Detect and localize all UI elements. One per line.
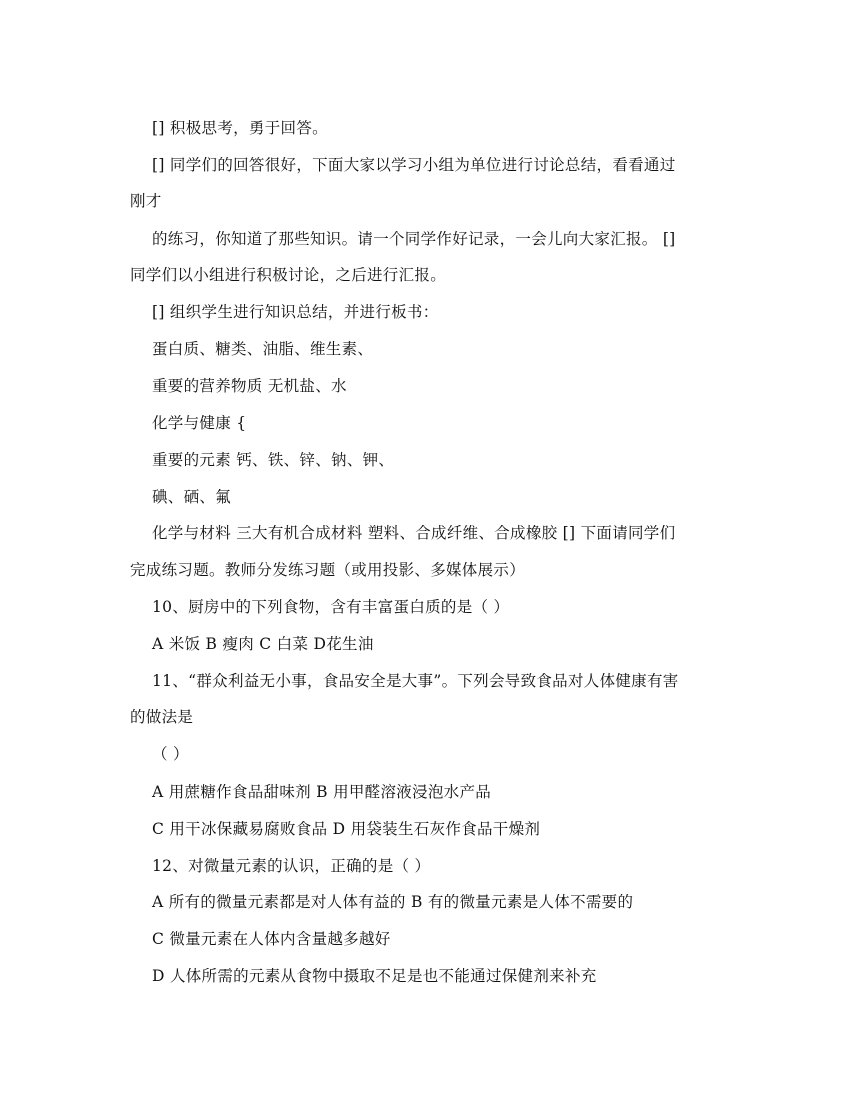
answer-blank: （ ） [152, 745, 189, 763]
question-11-options-ab: A 用蔗糖作食品甜味剂 B 用甲醛溶液浸泡水产品 [152, 783, 492, 801]
question-10: 10、厨房中的下列食物，含有丰富蛋白质的是（ ） [152, 598, 510, 616]
text-line: 蛋白质、糖类、油脂、维生素、 [152, 340, 374, 358]
question-12-option-d: D 人体所需的元素从食物中摄取不足是也不能通过保健剂来补充 [152, 967, 597, 985]
question-10-options: A 米饭 B 瘦肉 C 白菜 D花生油 [152, 635, 374, 653]
question-12: 12、对微量元素的认识，正确的是（ ） [152, 857, 431, 875]
text-line: 同学们以小组进行积极讨论，之后进行汇报。 [130, 266, 447, 284]
question-11-continued: 的做法是 [130, 708, 194, 726]
text-line: [] 组织学生进行知识总结，并进行板书： [152, 303, 439, 321]
question-12-option-c: C 微量元素在人体内含量越多越好 [152, 930, 391, 948]
text-line: 化学与健康 { [152, 414, 247, 432]
question-12-options-ab: A 所有的微量元素都是对人体有益的 B 有的微量元素是人体不需要的 [152, 893, 634, 911]
text-line: 完成练习题。教师分发练习题（或用投影、多媒体展示） [130, 561, 526, 579]
text-line: 刚才 [130, 192, 162, 210]
text-line: 碘、硒、氟 [152, 488, 232, 506]
text-line: [] 同学们的回答很好，下面大家以学习小组为单位进行讨论总结，看看通过 [152, 156, 676, 174]
text-line: 重要的元素 钙、铁、锌、钠、钾、 [152, 451, 395, 469]
text-line: [] 积极思考，勇于回答。 [152, 119, 328, 137]
text-line: 重要的营养物质 无机盐、水 [152, 377, 347, 395]
question-11: 11、“群众利益无小事，食品安全是大事”。下列会导致食品对人体健康有害 [152, 672, 679, 690]
text-line: 的练习，你知道了那些知识。请一个同学作好记录，一会儿向大家汇报。 [] [152, 230, 676, 248]
question-11-options-cd: C 用干冰保藏易腐败食品 D 用袋装生石灰作食品干燥剂 [152, 820, 541, 838]
text-line: 化学与材料 三大有机合成材料 塑料、合成纤维、合成橡胶 [] 下面请同学们 [152, 524, 676, 542]
